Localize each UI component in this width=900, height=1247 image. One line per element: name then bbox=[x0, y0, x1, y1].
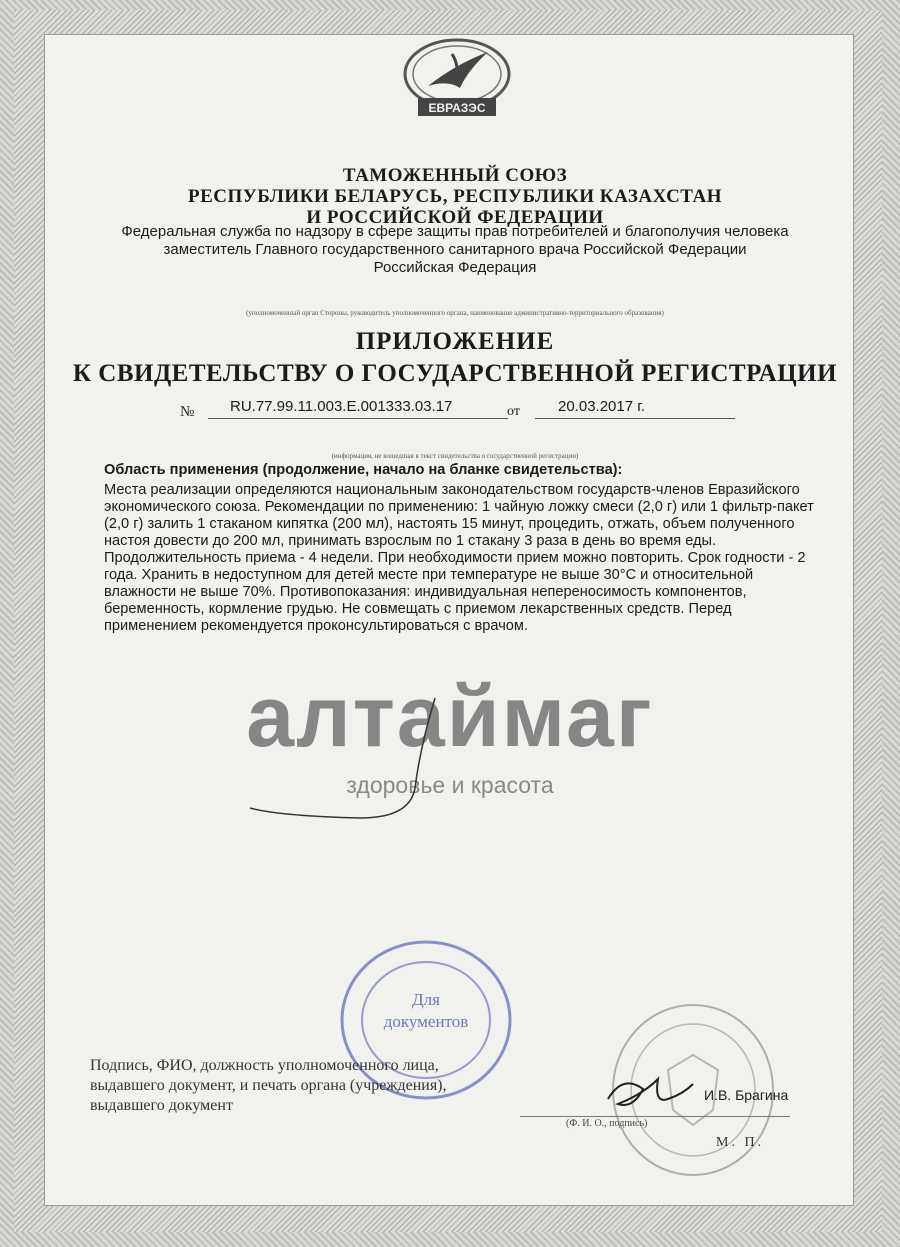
watermark-brand: алтаймаг bbox=[246, 669, 654, 765]
evrazes-emblem-icon bbox=[398, 34, 516, 126]
union-line-2: РЕСПУБЛИКИ БЕЛАРУСЬ, РЕСПУБЛИКИ КАЗАХСТАН bbox=[187, 186, 723, 207]
authority-line-1: Федеральная служба по надзору в сфере защиты прав потребителей и благополучия человека bbox=[121, 223, 789, 240]
registration-row bbox=[180, 398, 740, 424]
pen-stroke-icon bbox=[240, 688, 520, 838]
fio-footnote: (Ф. И. О., подпись) bbox=[566, 1118, 648, 1129]
authority-footnote: (уполномоченный орган Стороны, руководитель уполномоченного органа, наименование административно-территориального образования) bbox=[246, 309, 664, 317]
scope-text: Места реализации определяются национальным законодательством государств-членов Евразийского экономического союза. Рекомендации по применению: 1 чайную ложку смеси (2,0 г) или 1 фильтр-пакет (2,0 г) залить 1 стаканом кипятка (200 мл), настоять 15 минут, процедить, отжать, объем полученного настоя довести до 200 мл, принимать взрослым по 1 стакану 3 раза в день во время еды. Продолжительность приема - 4 недели. При необходимости прием можно повторить. Срок годности - 2 года. Хранить в недоступном для детей месте при температуре не выше 30°С и относительной влажности не выше 70%. Противопоказания: индивидуальная непереносимость компонентов, беременность, кормление грудью. Не совмещать с приемом лекарственных средств. Перед применением рекомендуется проконсультироваться с врачом. bbox=[104, 482, 814, 634]
date-underline bbox=[535, 418, 735, 419]
signature-line bbox=[520, 1116, 790, 1117]
union-line-1: ТАМОЖЕННЫЙ СОЮЗ bbox=[342, 165, 568, 186]
registration-date: 20.03.2017 г. bbox=[558, 398, 646, 415]
signature-caption: Подпись, ФИО, должность уполномоченного лица, выдавшего документ, и печать органа (учреждения), выдавшего документ bbox=[90, 1057, 447, 1114]
appendix-subtitle: К СВИДЕТЕЛЬСТВУ О ГОСУДАРСТВЕННОЙ РЕГИСТРАЦИИ bbox=[72, 360, 838, 387]
union-line-3: И РОССИЙСКОЙ ФЕДЕРАЦИИ bbox=[306, 207, 604, 228]
stamp-line-2: документов bbox=[383, 1012, 469, 1031]
union-title bbox=[60, 165, 850, 228]
scope-section bbox=[104, 462, 814, 635]
appendix-title: ПРИЛОЖЕНИЕ bbox=[355, 328, 555, 355]
stamp-line-1: Для bbox=[412, 990, 440, 1009]
watermark-tagline: здоровье и красота bbox=[346, 772, 554, 798]
emblem-text: ЕВРАЗЭС bbox=[428, 101, 486, 115]
handwritten-signature-icon bbox=[588, 1064, 708, 1124]
registration-number: RU.77.99.11.003.E.001333.03.17 bbox=[230, 398, 453, 415]
authority-line-3: Российская Федерация bbox=[373, 259, 537, 276]
authority-line-2: заместитель Главного государственного санитарного врача Российской Федерации bbox=[163, 241, 747, 258]
signer-name: И.В. Брагина bbox=[704, 1087, 789, 1103]
number-underline bbox=[208, 418, 508, 419]
number-sign: № bbox=[180, 404, 195, 420]
authority-block bbox=[60, 223, 850, 277]
from-label: от bbox=[507, 404, 520, 419]
scope-heading: Область применения (продолжение, начало на бланке свидетельства): bbox=[104, 462, 623, 478]
registration-footnote: (информация, не вошедшая в текст свидетельства о государственной регистрации) bbox=[331, 452, 579, 460]
seal-place-label: М. П. bbox=[716, 1135, 765, 1150]
